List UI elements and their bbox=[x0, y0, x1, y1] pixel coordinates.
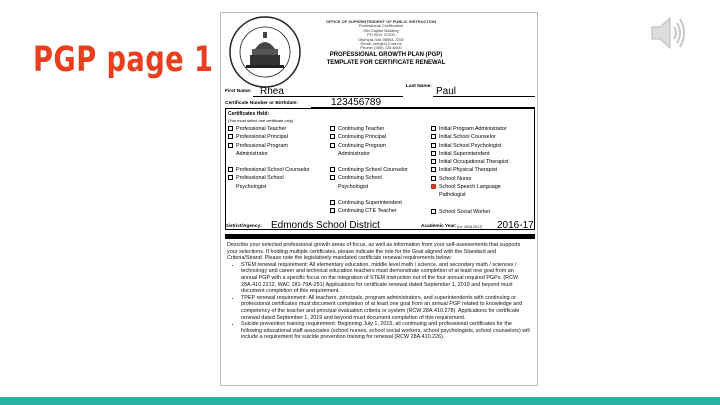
cert-option[interactable] bbox=[228, 142, 328, 159]
checkbox[interactable] bbox=[330, 126, 335, 131]
cert-option[interactable] bbox=[431, 142, 535, 150]
cert-option-label: Professional Program Administrator bbox=[236, 142, 288, 157]
cert-option[interactable] bbox=[330, 174, 430, 191]
cert-option[interactable] bbox=[228, 133, 328, 141]
cert-option-label: School Social Worker bbox=[439, 208, 491, 215]
checkbox[interactable] bbox=[330, 175, 335, 180]
header-line: Olympia, WA 98504-7200 bbox=[358, 36, 404, 42]
cert-option-label: Professional Teacher bbox=[236, 126, 287, 132]
requirement-item: • STEM renewal requirement: All elementary education, middle level math / science, and secondary math / sciences / technology and career and technical education teachers must demonstrate completion of at least one goal from an annual PGP with a specific focus on the integration of STEM instruction out of the four annual required PGPs. (RCW 28A.410.2212, WAC 181-79A-251) Applications for certificate renewal dated September 1, 2019 and beyond must document completion of this requirement. bbox=[241, 262, 531, 295]
cert-option[interactable] bbox=[330, 166, 430, 174]
checkbox[interactable] bbox=[431, 126, 436, 131]
district-value[interactable]: Edmonds School District bbox=[271, 220, 380, 231]
academic-year-value[interactable]: 2016-17 bbox=[497, 220, 534, 231]
academic-year-note: (i.e. 2016-2017) bbox=[457, 225, 483, 229]
cert-option-selected[interactable] bbox=[431, 183, 535, 200]
certificates-held-box bbox=[225, 108, 535, 230]
district-label: District/Agency: bbox=[225, 224, 262, 229]
cert-option[interactable] bbox=[330, 199, 430, 207]
cert-option-label: School Nurse bbox=[439, 175, 472, 182]
cert-held-label: Certificates Held: bbox=[228, 111, 270, 117]
cert-option[interactable] bbox=[431, 150, 535, 158]
cert-option[interactable] bbox=[431, 208, 535, 216]
cert-option-label: Professional School Counselor bbox=[236, 167, 310, 174]
last-name-label: Last Name: bbox=[406, 84, 432, 89]
checked-checkbox-icon[interactable] bbox=[431, 184, 436, 189]
cert-option-label: Continuing School Psychologist bbox=[338, 175, 382, 190]
checkbox[interactable] bbox=[330, 167, 335, 172]
checkbox[interactable] bbox=[228, 175, 233, 180]
cert-option[interactable] bbox=[431, 166, 535, 174]
cert-number-value[interactable]: 123456789 bbox=[331, 97, 382, 108]
checkbox[interactable] bbox=[330, 200, 335, 205]
agency-header bbox=[311, 20, 451, 51]
cert-option-label: Initial Physical Therapist bbox=[439, 167, 498, 174]
cert-option-label: Initial School Counselor bbox=[439, 134, 496, 141]
first-name-label: First Name: bbox=[225, 89, 252, 94]
cert-option-label: Continuing Program Administrator bbox=[338, 142, 386, 157]
checkbox[interactable] bbox=[228, 126, 233, 131]
cert-option-label: Initial School Psychologist bbox=[439, 142, 502, 149]
checkbox[interactable] bbox=[431, 176, 436, 181]
cert-option-label: Professional School Psychologist bbox=[236, 175, 284, 190]
pgp-form-document bbox=[220, 12, 538, 386]
cert-option-label: Continuing Superintendent bbox=[338, 200, 402, 207]
checkbox[interactable] bbox=[330, 134, 335, 139]
checkbox[interactable] bbox=[431, 151, 436, 156]
header-line: Professional Certification bbox=[358, 23, 404, 29]
cert-option[interactable] bbox=[431, 175, 535, 183]
cert-option[interactable] bbox=[431, 133, 535, 141]
first-name-value[interactable]: Rhea bbox=[260, 86, 284, 97]
cert-column-professional bbox=[228, 125, 328, 191]
checkbox[interactable] bbox=[228, 167, 233, 172]
checkbox[interactable] bbox=[431, 143, 436, 148]
cert-option-label: Continuing Principal bbox=[338, 134, 386, 141]
header-line: PO BOX 47200 bbox=[367, 32, 395, 38]
checkbox[interactable] bbox=[431, 134, 436, 139]
checkbox[interactable] bbox=[431, 209, 436, 214]
cert-option[interactable] bbox=[330, 133, 430, 141]
cert-option-label: School Speech Language Pathologist bbox=[439, 184, 501, 199]
header-line: Phone: (360) 725-6400 bbox=[360, 45, 402, 51]
requirement-item: • Suicide prevention training requirement: Beginning July 1, 2015, all continuing and professional certificates for the following educational staff associates (school nurses, school social workers, school psychologists, school counselors) will include a requirement for suicide prevention training for renewal (RCW 28A.410.226). bbox=[241, 321, 531, 341]
requirement-item: • TPEP renewal requirement: All teachers, principals, program administrators, and superintendents with continuing or professional certificates must document completion of at least one goal from an annual PGP related to knowledge and competency of the teacher and principal evaluation criteria or system (RCW 28A.410.278). Applications for certificate renewal dated September 1, 2019 and beyond must document completion of this requirement. bbox=[241, 295, 531, 321]
last-name-value[interactable]: Paul bbox=[436, 86, 457, 97]
cert-option-label: Professional Principal bbox=[236, 134, 288, 141]
requirements-text bbox=[227, 242, 531, 341]
cert-option[interactable] bbox=[431, 125, 535, 133]
cert-option-label: Initial Occupational Therapist bbox=[439, 159, 509, 166]
cert-option-label: Continuing Teacher bbox=[338, 126, 385, 132]
section-divider bbox=[225, 234, 535, 239]
cert-column-continuing bbox=[330, 125, 430, 216]
state-seal-icon bbox=[228, 15, 302, 89]
cert-option[interactable] bbox=[330, 207, 430, 215]
checkbox[interactable] bbox=[431, 167, 436, 172]
checkbox[interactable] bbox=[228, 143, 233, 148]
cert-option-label: Continuing School Counselor bbox=[338, 167, 408, 174]
cert-column-initial bbox=[431, 125, 535, 216]
checkbox[interactable] bbox=[228, 134, 233, 139]
form-title bbox=[311, 52, 461, 67]
requirements-list bbox=[227, 262, 531, 341]
speaker-icon[interactable] bbox=[648, 14, 688, 52]
intro-paragraph: Describe your selected professional growth areas of focus, as well as information from your self-assessments that supports your selections. If holding multiple certificates, please indicate the role for the Goal aligned with the Standard and Criteria/Strand. Please note the legislatively mandated certificate renewal requirements below: bbox=[227, 242, 521, 262]
cert-option[interactable] bbox=[330, 125, 430, 133]
header-line: Email: cert@k12.wa.us bbox=[360, 41, 402, 47]
form-title-line2: TEMPLATE FOR CERTIFICATE RENEWAL bbox=[326, 59, 446, 66]
slide-title: PGP page 1 bbox=[33, 40, 214, 80]
cert-option[interactable] bbox=[431, 158, 535, 166]
cert-held-note: (You must select one certificate only) bbox=[228, 118, 294, 123]
header-line: OFFICE OF SUPERINTENDENT OF PUBLIC INSTRUCTION bbox=[325, 19, 437, 24]
checkbox[interactable] bbox=[330, 208, 335, 213]
cert-option[interactable] bbox=[330, 142, 430, 159]
cert-option[interactable] bbox=[228, 125, 328, 133]
cert-option[interactable] bbox=[228, 166, 328, 174]
header-line: Old Capitol Building bbox=[363, 27, 399, 33]
checkbox[interactable] bbox=[330, 143, 335, 148]
academic-year-label: Academic Year: bbox=[421, 224, 457, 229]
checkbox[interactable] bbox=[431, 159, 436, 164]
cert-option-label: Continuing CTE Teacher bbox=[338, 208, 397, 215]
cert-option[interactable] bbox=[228, 174, 328, 191]
cert-option-label: Initial Program Administrator bbox=[439, 126, 507, 132]
cert-number-label: Certificate Number or Birthdate: bbox=[225, 101, 299, 106]
cert-option-label: Initial Superintendent bbox=[439, 150, 490, 157]
bottom-accent-bar bbox=[0, 397, 720, 405]
form-title-line1: PROFESSIONAL GROWTH PLAN (PGP) bbox=[329, 52, 443, 58]
